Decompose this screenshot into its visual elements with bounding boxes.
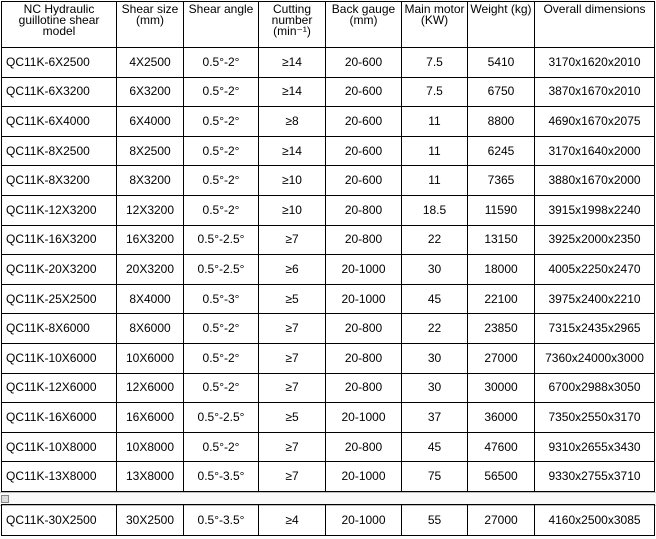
cell-back-gauge: 20-800	[326, 432, 402, 462]
cell-model: QC11K-13X8000	[2, 462, 117, 492]
table-row	[2, 462, 655, 492]
cell-back-gauge: 20-1000	[326, 284, 402, 314]
cell-back-gauge: 20-1000	[326, 462, 402, 492]
cell-cutting-number: ≥7	[259, 373, 326, 403]
cell-model: QC11K-10X6000	[2, 343, 117, 373]
cell-cutting-number: ≥7	[259, 314, 326, 344]
cell-cutting-number: ≥14	[259, 48, 326, 78]
header-weight: Weight (kg)	[468, 2, 535, 48]
table-row	[2, 343, 655, 373]
table-row	[2, 505, 655, 536]
cell-cutting-number: ≥5	[259, 403, 326, 433]
cell-overall-dimensions: 4690x1670x2075	[535, 107, 655, 137]
cell-overall-dimensions: 7315x2435x2965	[535, 314, 655, 344]
cell-main-motor: 22	[402, 314, 468, 344]
cell-shear-angle: 0.5°-2.5°	[184, 403, 259, 433]
cell-cutting-number: ≥7	[259, 432, 326, 462]
cell-weight: 13150	[468, 225, 535, 255]
header-main-motor: Main motor (KW)	[402, 2, 468, 48]
cell-main-motor: 75	[402, 462, 468, 492]
cell-back-gauge: 20-600	[326, 77, 402, 107]
cell-model: QC11K-25X2500	[2, 284, 117, 314]
header-back-gauge: Back gauge (mm)	[326, 2, 402, 48]
table-row	[2, 373, 655, 403]
cell-main-motor: 30	[402, 373, 468, 403]
cell-weight: 6750	[468, 77, 535, 107]
extra-spec-table	[1, 504, 655, 536]
cell-shear-angle: 0.5°-2.5°	[184, 225, 259, 255]
cell-shear-angle: 0.5°-2°	[184, 166, 259, 196]
cell-cutting-number: ≥7	[259, 343, 326, 373]
cell-cutting-number: ≥4	[259, 505, 326, 536]
cell-shear-angle: 0.5°-2°	[184, 373, 259, 403]
cell-weight: 11590	[468, 195, 535, 225]
cell-weight: 6245	[468, 136, 535, 166]
table-row	[2, 136, 655, 166]
cell-shear-angle: 0.5°-2°	[184, 107, 259, 137]
cell-weight: 18000	[468, 255, 535, 285]
cell-shear-size: 10X8000	[117, 432, 184, 462]
cell-weight: 22100	[468, 284, 535, 314]
cell-weight: 27000	[468, 505, 535, 536]
cell-main-motor: 45	[402, 432, 468, 462]
cell-main-motor: 22	[402, 225, 468, 255]
cell-overall-dimensions: 3975x2400x2210	[535, 284, 655, 314]
cell-model: QC11K-16X6000	[2, 403, 117, 433]
cell-main-motor: 45	[402, 284, 468, 314]
cell-model: QC11K-12X3200	[2, 195, 117, 225]
header-shear-size: Shear size (mm)	[117, 2, 184, 48]
cell-weight: 7365	[468, 166, 535, 196]
cell-back-gauge: 20-600	[326, 107, 402, 137]
table-row	[2, 255, 655, 285]
cell-model: QC11K-16X3200	[2, 225, 117, 255]
cell-back-gauge: 20-1000	[326, 505, 402, 536]
cell-shear-size: 10X6000	[117, 343, 184, 373]
cell-shear-size: 12X6000	[117, 373, 184, 403]
cell-shear-angle: 0.5°-3.5°	[184, 505, 259, 536]
cell-model: QC11K-10X8000	[2, 432, 117, 462]
cell-shear-size: 20X3200	[117, 255, 184, 285]
cell-shear-angle: 0.5°-2°	[184, 136, 259, 166]
cell-weight: 8800	[468, 107, 535, 137]
table-row	[2, 225, 655, 255]
cell-model: QC11K-6X4000	[2, 107, 117, 137]
cell-model: QC11K-8X3200	[2, 166, 117, 196]
cell-shear-size: 8X3200	[117, 166, 184, 196]
cell-main-motor: 7.5	[402, 77, 468, 107]
cell-back-gauge: 20-600	[326, 136, 402, 166]
cell-cutting-number: ≥5	[259, 284, 326, 314]
header-shear-angle: Shear angle	[184, 2, 259, 48]
table-row	[2, 314, 655, 344]
table-row	[2, 195, 655, 225]
cell-shear-angle: 0.5°-2°	[184, 343, 259, 373]
cell-back-gauge: 20-800	[326, 343, 402, 373]
cell-model: QC11K-12X6000	[2, 373, 117, 403]
cell-weight: 56500	[468, 462, 535, 492]
cell-back-gauge: 20-600	[326, 166, 402, 196]
cell-model: QC11K-30X2500	[2, 505, 117, 536]
cell-shear-size: 13X8000	[117, 462, 184, 492]
cell-weight: 27000	[468, 343, 535, 373]
cell-overall-dimensions: 3870x1670x2010	[535, 77, 655, 107]
cell-model: QC11K-8X6000	[2, 314, 117, 344]
cell-cutting-number: ≥14	[259, 77, 326, 107]
cell-model: QC11K-20X3200	[2, 255, 117, 285]
cell-overall-dimensions: 3925x2000x2350	[535, 225, 655, 255]
cell-shear-angle: 0.5°-2°	[184, 432, 259, 462]
cell-shear-size: 4X2500	[117, 48, 184, 78]
cell-overall-dimensions: 7350x2550x3170	[535, 403, 655, 433]
cell-shear-size: 30X2500	[117, 505, 184, 536]
cell-back-gauge: 20-800	[326, 314, 402, 344]
cell-cutting-number: ≥10	[259, 195, 326, 225]
header-model: NC Hydraulic guillotine shear model	[2, 2, 117, 48]
cell-cutting-number: ≥7	[259, 225, 326, 255]
cell-overall-dimensions: 3170x1620x2010	[535, 48, 655, 78]
header-overall-dimensions: Overall dimensions	[535, 2, 655, 48]
cell-overall-dimensions: 4005x2250x2470	[535, 255, 655, 285]
cell-main-motor: 11	[402, 107, 468, 137]
cell-shear-angle: 0.5°-3.5°	[184, 462, 259, 492]
cell-weight: 30000	[468, 373, 535, 403]
cell-shear-size: 8X6000	[117, 314, 184, 344]
cell-shear-angle: 0.5°-2°	[184, 48, 259, 78]
table-row	[2, 284, 655, 314]
cell-shear-size: 16X6000	[117, 403, 184, 433]
cell-overall-dimensions: 6700x2988x3050	[535, 373, 655, 403]
table-row	[2, 166, 655, 196]
table-row	[2, 77, 655, 107]
cell-main-motor: 18.5	[402, 195, 468, 225]
cell-overall-dimensions: 3915x1998x2240	[535, 195, 655, 225]
cell-main-motor: 30	[402, 255, 468, 285]
resize-handle-icon	[1, 495, 9, 503]
table-row	[2, 403, 655, 433]
header-cutting-number: Cutting number (min⁻¹)	[259, 2, 326, 48]
cell-model: QC11K-6X2500	[2, 48, 117, 78]
cell-overall-dimensions: 3880x1670x2000	[535, 166, 655, 196]
cell-shear-angle: 0.5°-3°	[184, 284, 259, 314]
cell-weight: 36000	[468, 403, 535, 433]
cell-main-motor: 11	[402, 166, 468, 196]
cell-shear-size: 6X3200	[117, 77, 184, 107]
table-row	[2, 432, 655, 462]
cell-back-gauge: 20-1000	[326, 255, 402, 285]
cell-main-motor: 55	[402, 505, 468, 536]
cell-overall-dimensions: 3170x1640x2000	[535, 136, 655, 166]
cell-shear-angle: 0.5°-2°	[184, 314, 259, 344]
table-row	[2, 48, 655, 78]
cell-main-motor: 11	[402, 136, 468, 166]
cell-cutting-number: ≥14	[259, 136, 326, 166]
cell-shear-size: 6X4000	[117, 107, 184, 137]
cell-back-gauge: 20-800	[326, 225, 402, 255]
cell-main-motor: 37	[402, 403, 468, 433]
cell-shear-size: 16X3200	[117, 225, 184, 255]
cell-cutting-number: ≥8	[259, 107, 326, 137]
cell-overall-dimensions: 9330x2755x3710	[535, 462, 655, 492]
cell-shear-size: 8X2500	[117, 136, 184, 166]
header-row	[2, 2, 655, 48]
cell-cutting-number: ≥10	[259, 166, 326, 196]
shear-spec-table	[1, 1, 655, 492]
cell-overall-dimensions: 9310x2655x3430	[535, 432, 655, 462]
cell-shear-angle: 0.5°-2.5°	[184, 255, 259, 285]
cell-back-gauge: 20-800	[326, 195, 402, 225]
cell-cutting-number: ≥6	[259, 255, 326, 285]
cell-shear-angle: 0.5°-2°	[184, 195, 259, 225]
cell-back-gauge: 20-600	[326, 48, 402, 78]
cell-back-gauge: 20-1000	[326, 403, 402, 433]
cell-shear-size: 12X3200	[117, 195, 184, 225]
cell-model: QC11K-6X3200	[2, 77, 117, 107]
cell-overall-dimensions: 7360x24000x3000	[535, 343, 655, 373]
cell-back-gauge: 20-800	[326, 373, 402, 403]
cell-main-motor: 7.5	[402, 48, 468, 78]
cell-shear-angle: 0.5°-2°	[184, 77, 259, 107]
cell-main-motor: 30	[402, 343, 468, 373]
cell-overall-dimensions: 4160x2500x3085	[535, 505, 655, 536]
cell-weight: 47600	[468, 432, 535, 462]
cell-shear-size: 8X4000	[117, 284, 184, 314]
cell-weight: 23850	[468, 314, 535, 344]
table-row	[2, 107, 655, 137]
cell-weight: 5410	[468, 48, 535, 78]
cell-cutting-number: ≥7	[259, 462, 326, 492]
cell-model: QC11K-8X2500	[2, 136, 117, 166]
